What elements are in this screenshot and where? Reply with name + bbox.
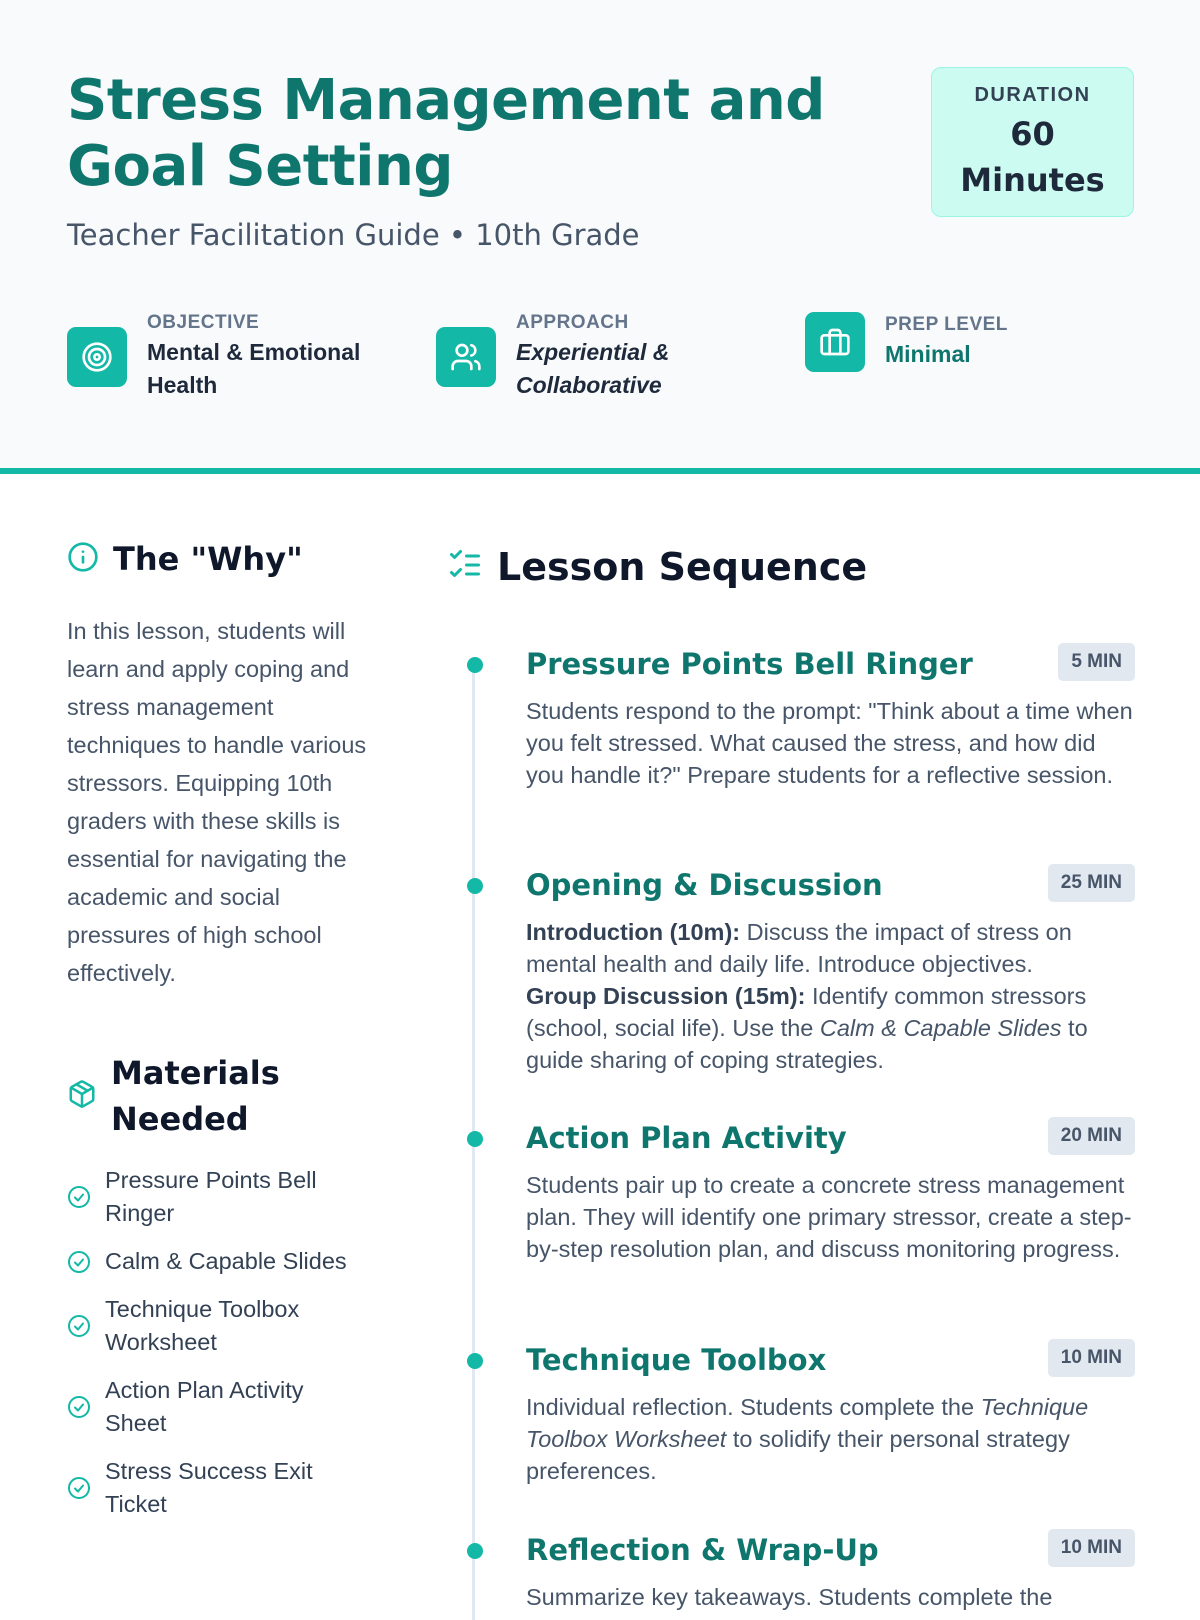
meta-prep-level [805, 312, 1008, 372]
material-label: Action Plan Activity Sheet [105, 1377, 304, 1436]
meta-objective [67, 312, 387, 402]
duration-label: DURATION [974, 84, 1091, 106]
list-item [67, 1455, 387, 1521]
material-label: Stress Success Exit Ticket [105, 1458, 313, 1517]
timeline-dot [467, 1543, 483, 1559]
sequence-heading [447, 545, 1135, 589]
duration-value-unit: Minutes [960, 161, 1105, 199]
step-duration-badge: 25 MIN [1048, 864, 1135, 902]
list-item [67, 1293, 387, 1359]
materials-heading [67, 1050, 387, 1142]
check-circle-icon [67, 1185, 91, 1209]
step-duration-badge: 10 MIN [1048, 1529, 1135, 1567]
header [0, 0, 1200, 474]
step-description: Students respond to the prompt: "Think about a time when you felt stressed. What caused the stress, and how did you handle it?" Prepare students for a reflective session. [526, 698, 1133, 788]
timeline-dot [467, 657, 483, 673]
material-label: Pressure Points Bell Ringer [105, 1167, 317, 1226]
list-item [67, 1164, 387, 1230]
check-circle-icon [67, 1476, 91, 1500]
why-heading [67, 540, 387, 578]
step-part-emphasis: Technique Toolbox Worksheet [526, 1394, 1089, 1452]
timeline-dot [467, 878, 483, 894]
duration-card [931, 67, 1134, 217]
meta-value: Experiential & Collaborative [516, 339, 670, 398]
step-part-label: Group Discussion (15m): [526, 983, 806, 1009]
step-title: Opening & Discussion [526, 868, 883, 902]
info-icon [67, 541, 99, 578]
duration-value-number: 60 [1010, 115, 1055, 153]
materials-title: Materials Needed [111, 1054, 280, 1138]
why-title: The "Why" [113, 540, 303, 578]
step-duration-badge: 5 MIN [1058, 643, 1135, 681]
meta-value: Minimal [885, 340, 971, 367]
check-circle-icon [67, 1395, 91, 1419]
step-part-text: Discuss the impact of stress on mental health and daily life. Introduce objectives. [526, 919, 1072, 977]
step-part-text: Individual reflection. Students complete the [526, 1394, 981, 1420]
meta-key: APPROACH [516, 312, 629, 333]
step-description: Summarize key takeaways. Students complete the [526, 1584, 1053, 1610]
sequence-title: Lesson Sequence [497, 545, 868, 589]
left-column [67, 540, 387, 1536]
meta-key: OBJECTIVE [147, 312, 260, 333]
material-label: Technique Toolbox Worksheet [105, 1296, 300, 1355]
step-part-text: to guide sharing of coping strategies. [526, 1015, 1088, 1073]
step-title: Pressure Points Bell Ringer [526, 647, 973, 681]
step-part-emphasis: Calm & Capable Slides [819, 1015, 1062, 1041]
list-item [67, 1245, 387, 1278]
meta-approach [436, 312, 716, 402]
step-part-text: to solidify their personal strategy preferences. [526, 1426, 1070, 1484]
step-description: Students pair up to create a concrete stress management plan. They will identify one primary stressor, create a step-by-step resolution plan, and discuss monitoring progress. [526, 1172, 1132, 1262]
step-title: Technique Toolbox [526, 1343, 827, 1377]
step-description [526, 1391, 1135, 1487]
meta-key: PREP LEVEL [885, 313, 1008, 335]
meta-value: Mental & Emotional Health [147, 339, 361, 398]
right-column [447, 545, 1135, 589]
check-circle-icon [67, 1250, 91, 1274]
list-checks-icon [447, 547, 483, 588]
timeline-dot [467, 1131, 483, 1147]
briefcase-icon [805, 312, 865, 372]
step-description [526, 916, 1135, 1076]
materials-list [67, 1164, 387, 1521]
step-part-text: Identify common stressors (school, social life). Use the [526, 983, 1087, 1041]
target-icon [67, 327, 127, 387]
step-title: Reflection & Wrap-Up [526, 1533, 879, 1567]
timeline-dot [467, 1353, 483, 1369]
step-title: Action Plan Activity [526, 1121, 847, 1155]
material-label: Calm & Capable Slides [105, 1248, 347, 1274]
step-duration-badge: 10 MIN [1048, 1339, 1135, 1377]
list-item [67, 1374, 387, 1440]
step-part-label: Introduction (10m): [526, 919, 741, 945]
why-text: In this lesson, students will learn and apply coping and stress management techniques to handle various stressors. Equipping 10th graders with these skills is essential for navigating the academic and social pressures of high school effectively. [67, 618, 367, 986]
page-subtitle: Teacher Facilitation Guide • 10th Grade [67, 218, 640, 252]
step-duration-badge: 20 MIN [1048, 1117, 1135, 1155]
package-icon [67, 1079, 97, 1114]
users-icon [436, 327, 496, 387]
page-title: Stress Management and Goal Setting [67, 68, 825, 199]
check-circle-icon [67, 1314, 91, 1338]
